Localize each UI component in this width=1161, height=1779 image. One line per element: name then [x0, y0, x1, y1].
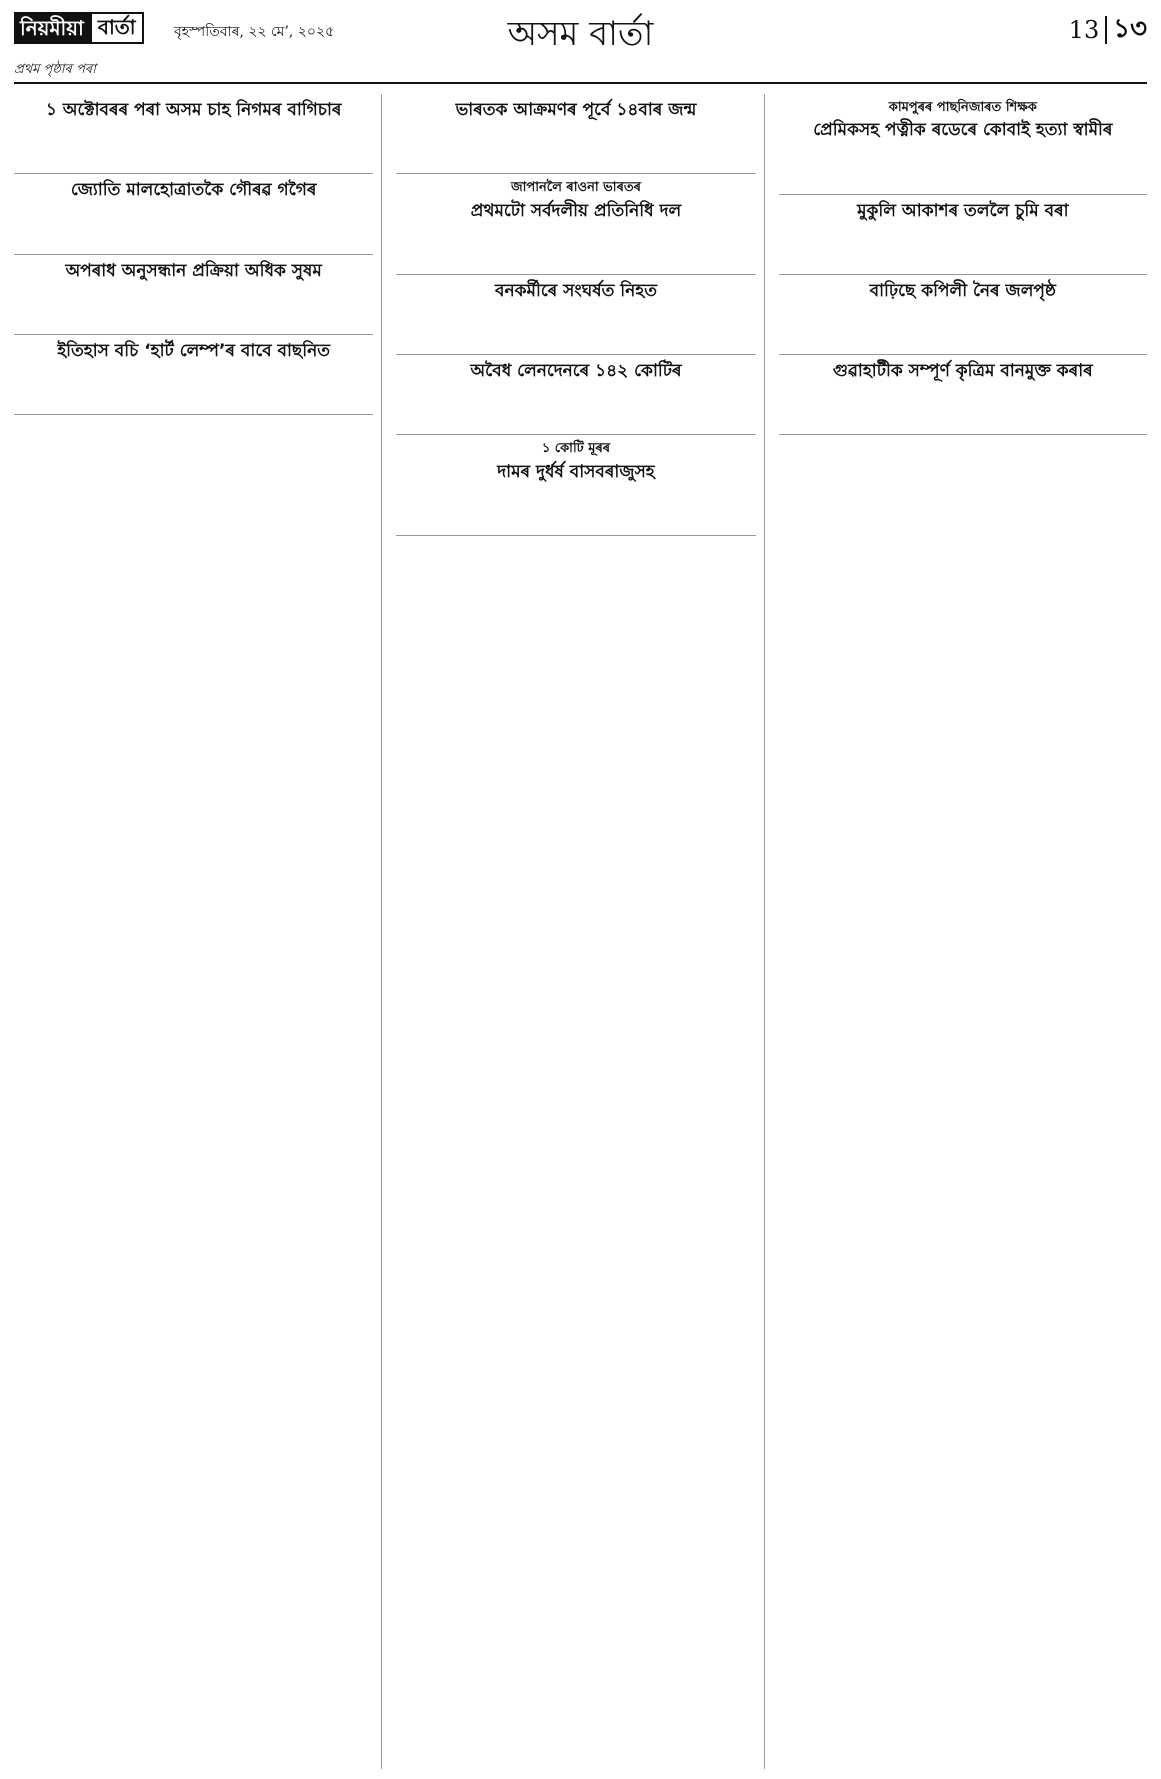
- article-body: [14, 206, 373, 246]
- article-headline: ইতিহাস বচি ‘হাৰ্ট লেম্প’ৰ বাবে বাছনিত: [57, 340, 330, 361]
- article: [779, 355, 1147, 435]
- article-headline: অবৈধ লেনদেনৰে ১৪২ কোটিৰ: [470, 361, 682, 381]
- article-body: [779, 226, 1147, 266]
- article-body: [779, 306, 1147, 346]
- article-headline: বাঢ়িছে কপিলী নৈৰ জলপৃষ্ঠ: [869, 280, 1056, 301]
- article-kicker: ১ কোটি মূৰৰ: [541, 441, 611, 457]
- article-headline: দামৰ দুৰ্ধৰ্ষ বাসবৰাজুসহ: [497, 461, 655, 482]
- article-headline: গুৱাহাটীক সম্পূৰ্ণ কৃত্ৰিম বানমুক্ত কৰাৰ: [832, 361, 1093, 381]
- article-headline: প্ৰেমিকসহ পত্নীক ৰডেৰে কোবাই হত্যা স্বামীৰ: [813, 120, 1113, 141]
- article-headline: প্ৰথমটো সৰ্বদলীয় প্ৰতিনিধি দল: [470, 200, 682, 221]
- column-3: [779, 94, 1147, 1769]
- page-number-assamese: ১৩: [1113, 14, 1147, 44]
- article: [779, 195, 1147, 275]
- article-headline: ১ অক্টোবৰৰ পৰা অসম চাহ নিগমৰ বাগিচাৰ: [45, 100, 342, 120]
- article-body: [396, 306, 755, 346]
- masthead-rule: [14, 82, 1147, 84]
- article: [779, 94, 1147, 195]
- article: [396, 275, 755, 355]
- article-headline: বনকৰ্মীৰে সংঘৰ্ষত নিহত: [495, 280, 657, 301]
- page-number: [1069, 8, 1147, 52]
- article: [14, 335, 373, 415]
- article-body: [396, 386, 755, 426]
- article-columns: [14, 94, 1147, 1769]
- column-1: [14, 94, 382, 1769]
- page-number-divider: [1105, 16, 1107, 44]
- article-headline: অপৰাধ অনুসন্ধান প্ৰক্ৰিয়া অধিক সুষম: [65, 260, 322, 281]
- column-2: [396, 94, 764, 1769]
- article-body: [396, 226, 755, 266]
- article-headline: জ্যোতি মালহোত্ৰাতকৈ গৌৰৱ গগৈৰ: [70, 180, 317, 201]
- continued-from-front-label: প্ৰথম পৃষ্ঠাৰ পৰা: [14, 62, 96, 77]
- article: [14, 94, 373, 174]
- logo-part-1: নিয়মীয়া: [14, 12, 90, 44]
- logo-part-2: বাৰ্তা: [90, 12, 144, 44]
- article-headline: মুকুলি আকাশৰ তললৈ চুমি বৰা: [857, 200, 1069, 221]
- masthead: [14, 0, 1147, 92]
- article: [396, 435, 755, 536]
- page-number-latin: 13: [1068, 16, 1100, 44]
- article-kicker: কামপুৰৰ পাছনিজাৰত শিক্ষক: [888, 100, 1037, 115]
- section-name: অসম বাৰ্তা: [507, 14, 654, 54]
- article: [14, 174, 373, 254]
- article-body: [14, 366, 373, 406]
- article-headline: ভাৰতক আক্ৰমণৰ পূৰ্বে ১৪বাৰ জন্ম: [455, 100, 697, 120]
- article: [396, 174, 755, 275]
- article: [396, 355, 755, 435]
- article-body: [779, 146, 1147, 186]
- article: [779, 275, 1147, 355]
- article-body: [396, 125, 755, 165]
- article-body: [14, 286, 373, 326]
- article-kicker: জাপানলৈ ৰাওনা ভাৰতৰ: [510, 180, 641, 196]
- article: [14, 255, 373, 335]
- article: [396, 94, 755, 174]
- article-body: [14, 125, 373, 165]
- dateline: বৃহস্পতিবাৰ, ২২ মে’, ২০২৫: [174, 24, 335, 40]
- article-body: [779, 386, 1147, 426]
- article-body: [396, 487, 755, 527]
